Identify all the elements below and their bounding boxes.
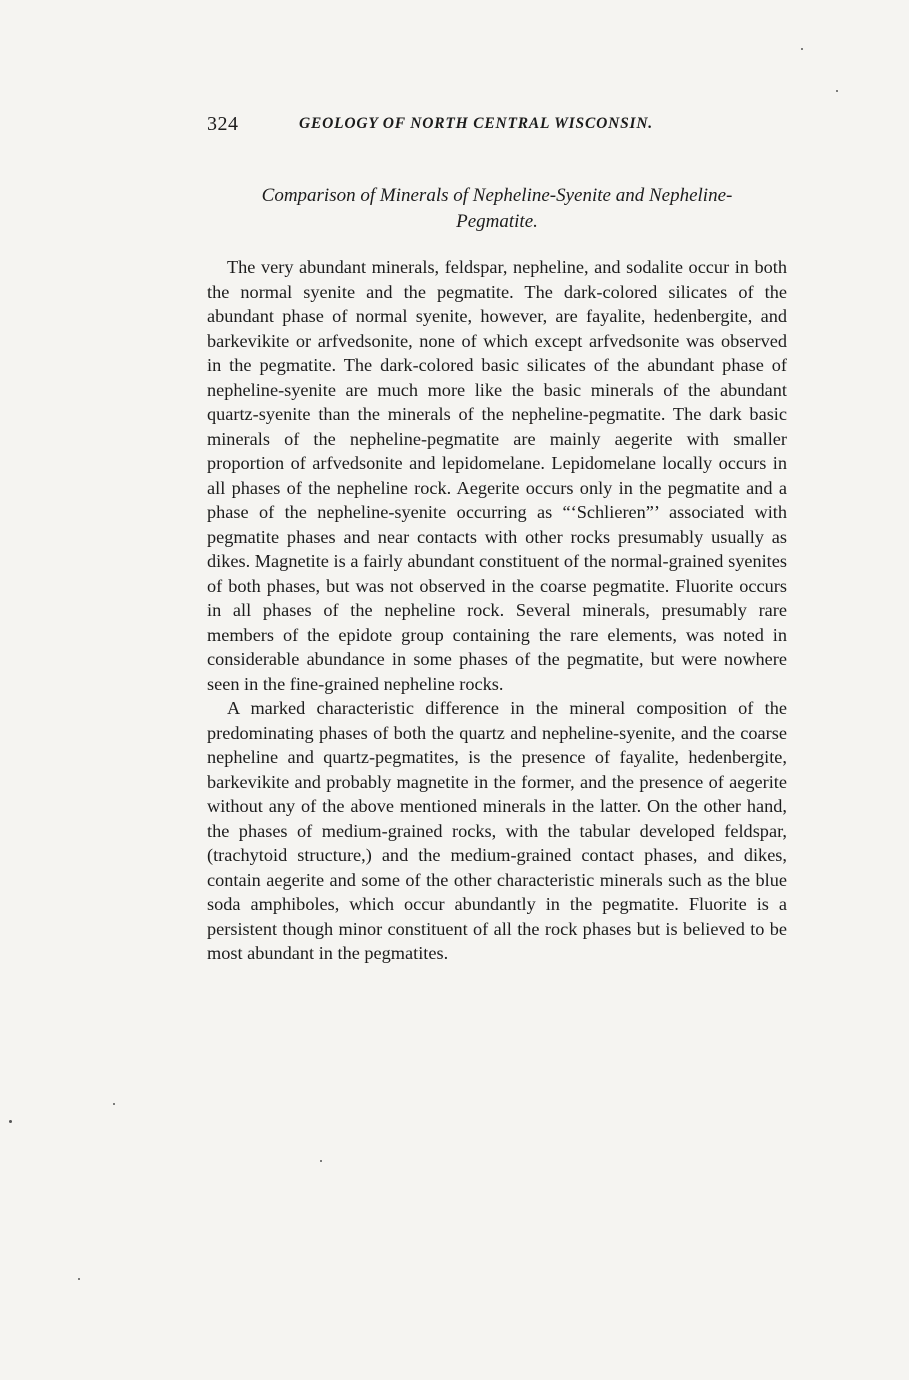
running-head xyxy=(207,113,787,139)
section-heading xyxy=(200,183,794,235)
scan-speck xyxy=(801,48,803,50)
paragraph-2: A marked characteristic difference in the mineral composition of the predominating phases of both the quartz and nepheline-syenite, and the coarse nepheline and quartz-pegmatites, is the presence of fayalite, hedenbergite, barkevikite and probably magnetite in the former, and the presence of aegerite without any of the above mentioned minerals in the latter. On the other hand, the phases of medium-grained rocks, with the tabular developed feldspar, (trachytoid structure,) and the medium-grained contact phases, and dikes, contain aegerite and some of the other characteristic minerals such as the blue soda amphiboles, which occur abundantly in the pegmatite. Fluorite is a persistent though minor constituent of all the rock phases but is believed to be most abundant in the pegmatites. xyxy=(207,698,787,963)
paragraph-1: The very abundant minerals, feldspar, nepheline, and sodalite occur in both the normal syenite and the pegmatite. The dark-colored silicates of the abundant phase of normal syenite, however, are fayalite, hedenbergite, and barkevikite or arfvedsonite, none of which except arfvedsonite was observed in the pegmatite. The dark-colored basic silicates of the abundant phase of nepheline-syenite are much more like the basic minerals of the abundant quartz-syenite than the minerals of the nepheline-pegmatite. The dark basic minerals of the nepheline-pegmatite are mainly aegerite with smaller proportion of arfvedsonite and lepidomelane. Lepidomelane locally occurs in all phases of the nepheline rock. Aegerite occurs only in the pegmatite and a phase of the nepheline-syenite occurring as “‘Schlieren”’ associated with pegmatite phases and near contacts with other rocks presumably usually as dikes. Magnetite is a fairly abundant constituent of the normal-grained syenites of both phases, but was not observed in the coarse pegmatite. Fluorite occurs in all phases of the nepheline rock. Several minerals, presumably rare members of the epidote group containing the rare elements, was noted in considerable abundance in some phases of the pegmatite, but were nowhere seen in the fine-grained nepheline rocks. xyxy=(207,257,787,694)
scan-speck xyxy=(9,1120,12,1123)
scan-speck xyxy=(836,90,838,92)
page-number: 324 xyxy=(207,113,239,135)
running-title: GEOLOGY OF NORTH CENTRAL WISCONSIN. xyxy=(299,115,653,132)
section-heading-line-1: Comparison of Minerals of Nepheline-Syenite and Nepheline- xyxy=(261,185,733,206)
scan-speck xyxy=(320,1160,322,1162)
scan-speck xyxy=(78,1278,80,1280)
scan-speck xyxy=(113,1103,115,1105)
body-text xyxy=(207,255,787,966)
section-heading-line-2: Pegmatite. xyxy=(456,211,538,232)
